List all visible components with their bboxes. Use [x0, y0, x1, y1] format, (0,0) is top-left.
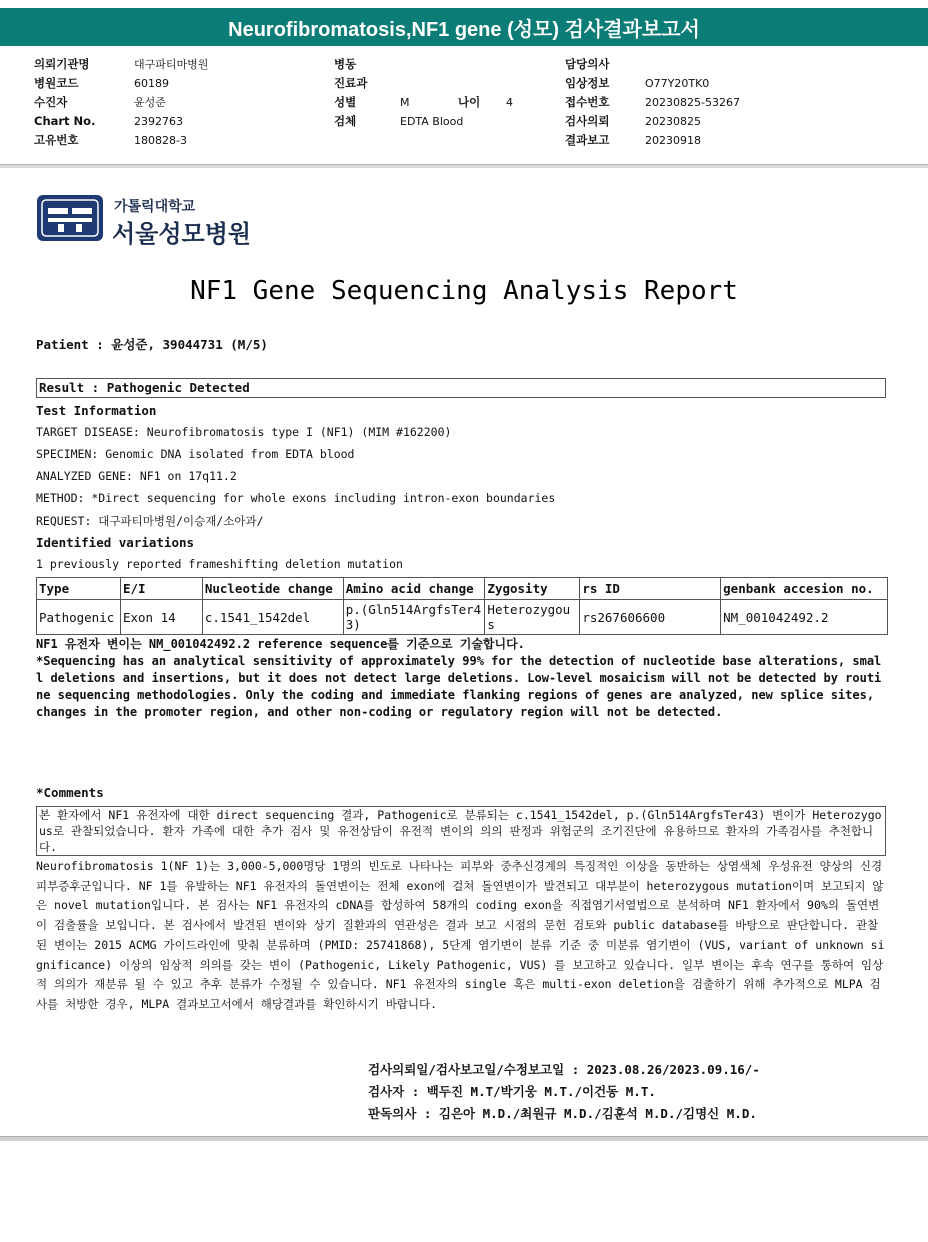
- comments-heading: *Comments: [36, 785, 104, 800]
- table-cell: p.(Gln514ArgfsTer43): [343, 600, 485, 635]
- table-cell: Pathogenic: [37, 600, 121, 635]
- comments-box: 본 환자에서 NF1 유전자에 대한 direct sequencing 결과, Pathogenic로 분류되는 c.1541_1542del, p.(Gln514ArgfsTer43) 변이가 Heterozygous로 관찰되었습니다. 환자 가족에 대한 추가 검사 및 유전상담이 유전적 변이의 의의 판정과 위험군의 조기진단에 유용하므로 환자의 가족검사를 추천합니다.: [36, 806, 886, 856]
- info-label: 검사의뢰: [565, 114, 610, 128]
- hospital-logo-icon: [36, 194, 104, 242]
- analyzed-gene: ANALYZED GENE: NF1 on 17q11.2: [36, 469, 237, 483]
- column-header: E/I: [120, 578, 202, 600]
- info-label: 고유번호: [34, 133, 79, 147]
- table-row: [37, 600, 888, 635]
- info-value: 20230825: [645, 115, 701, 128]
- info-value: EDTA Blood: [400, 115, 464, 128]
- header-divider: [0, 164, 928, 168]
- table-cell: Exon 14: [120, 600, 202, 635]
- specimen: SPECIMEN: Genomic DNA isolated from EDTA blood: [36, 447, 355, 461]
- info-value: 대구파티마병원: [134, 58, 209, 71]
- sensitivity-note: *Sequencing has an analytical sensitivity of approximately 99% for the detection of nucleotide base alterations, small deletions and insertions, but it does not detect large deletions. Low-level mosaicism will not be detected by routine sequencing methodologies. Only the coding and immediate flanking regions of genes are analyzed, new splice sites, changes in the promoter region, and other non-coding or regulatory region will not be detected.: [36, 654, 882, 719]
- column-header: Nucleotide change: [202, 578, 343, 600]
- info-label: 수진자: [34, 95, 68, 109]
- comments-description: Neurofibromatosis 1(NF 1)는 3,000-5,000명당 1명의 빈도로 나타나는 피부와 중추신경계의 특징적인 이상을 동반하는 상염색체 우성유전 양상의 신경피부증후군입니다. NF 1를 유발하는 NF1 유전자의 돌연변이는 전체 exon에 걸쳐 돌연변이가 발견되고 대부분이 heterozygous mutation이며 보고되지 않은 novel mutation입니다. 본 검사는 NF1 유전자의 cDNA를 합성하여 58개의 coding exon을 직접염기서열법으로 분석하며 NF1 환자에서 90%의 돌연변이 검출률을 보입니다. 본 검사에서 발견된 변이와 상기 질환과의 연관성은 결과 보고 시점의 문헌 검토와 public database를 바탕으로 판단합니다. 관찰된 변이는 2015 ACMG 가이드라인에 맞춰 분류하며 (PMID: 25741868), 5단계 염기변이 분류 기준 중 미분류 염기변이 (VUS, variant of unknown significance) 이상의 임상적 의의를 갖는 변이 (Pathogenic, Likely Pathogenic, VUS) 를 보고하고 있습니다. 일부 변이는 후속 연구를 통하여 임상적 의의가 재분류 될 수 있고 추후 분류가 수정될 수 있습니다. NF1 유전자의 single 혹은 multi-exon deletion을 검출하기 위해 추가적으로 MLPA 검사를 처방한 경우, MLPA 결과보고서에서 해당결과를 확인하시기 바랍니다.: [36, 859, 885, 1011]
- info-value: 2392763: [134, 115, 183, 128]
- target-disease: TARGET DISEASE: Neurofibromatosis type I (NF1) (MIM #162200): [36, 425, 452, 439]
- test-info-heading: Test Information: [36, 403, 157, 418]
- info-value: 180828-3: [134, 134, 187, 147]
- table-cell: Heterozygous: [485, 600, 580, 635]
- info-value: 20230825-53267: [645, 96, 740, 109]
- table-cell: c.1541_1542del: [202, 600, 343, 635]
- info-column-2: [334, 55, 513, 131]
- info-label: 성별: [334, 95, 357, 109]
- variants-table: [36, 577, 888, 635]
- info-label: 담당의사: [565, 57, 610, 71]
- info-label: 임상정보: [565, 76, 610, 90]
- column-header: Amino acid change: [343, 578, 485, 600]
- request: REQUEST: 대구파티마병원/이승재/소아과/: [36, 514, 264, 528]
- info-label: 병원코드: [34, 76, 79, 90]
- table-cell: rs267606600: [580, 600, 721, 635]
- info-label: 나이: [458, 95, 481, 109]
- info-label: 결과보고: [565, 133, 610, 147]
- identified-heading: Identified variations: [36, 535, 195, 550]
- info-column-1: [34, 55, 208, 150]
- info-label: 병동: [334, 57, 357, 71]
- table-cell: NM_001042492.2: [721, 600, 888, 635]
- info-value: 20230918: [645, 134, 701, 147]
- signature-testers: 검사자 : 백두진 M.T/박기웅 M.T./이건동 M.T.: [368, 1084, 656, 1099]
- column-header: Type: [37, 578, 121, 600]
- hospital-logo-line1: 가톨릭대학교: [114, 199, 196, 215]
- info-label: 진료과: [334, 76, 368, 90]
- info-value: O77Y20TK0: [645, 77, 710, 90]
- report-title: NF1 Gene Sequencing Analysis Report: [190, 276, 738, 306]
- identified-text: 1 previously reported frameshifting deletion mutation: [36, 557, 403, 571]
- table-header-row: [37, 578, 888, 600]
- report-header-title: Neurofibromatosis,NF1 gene (성모) 검사결과보고서: [0, 8, 928, 46]
- result-box: Result : Pathogenic Detected: [36, 378, 886, 398]
- column-header: Zygosity: [485, 578, 580, 600]
- info-value: 윤성준: [134, 96, 166, 109]
- reference-note: NF1 유전자 변이는 NM_001042492.2 reference sequence를 기준으로 기술합니다.: [36, 637, 525, 651]
- info-value: M: [400, 96, 410, 109]
- info-column-3: [565, 55, 740, 150]
- info-value: 60189: [134, 77, 169, 90]
- info-label: 접수번호: [565, 95, 610, 109]
- signature-doctors: 판독의사 : 김은아 M.D./최원규 M.D./김훈석 M.D./김명신 M.D.: [368, 1106, 757, 1121]
- column-header: genbank accesion no.: [721, 578, 888, 600]
- info-label: 의뢰기관명: [34, 57, 90, 71]
- footer-divider: [0, 1136, 928, 1141]
- patient-line: Patient : 윤성준, 39044731 (M/5): [36, 337, 268, 352]
- signature-dates: 검사의뢰일/검사보고일/수정보고일 : 2023.08.26/2023.09.16/-: [368, 1062, 760, 1077]
- info-value: 4: [506, 96, 513, 109]
- info-label: Chart No.: [34, 114, 96, 128]
- column-header: rs ID: [580, 578, 721, 600]
- hospital-logo-line2: 서울성모병원: [112, 220, 252, 248]
- info-label: 검체: [334, 114, 357, 128]
- method: METHOD: *Direct sequencing for whole exons including intron-exon boundaries: [36, 491, 556, 505]
